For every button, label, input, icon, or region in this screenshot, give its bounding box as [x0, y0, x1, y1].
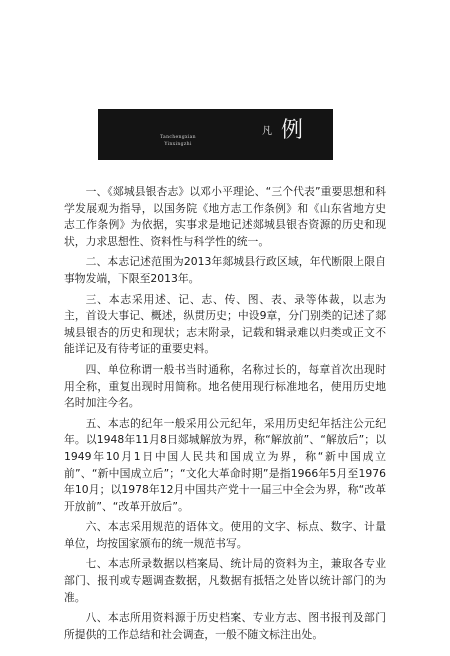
paragraph-5: 五、本志的纪年一般采用公元纪年，采用历史纪年括注公元纪年。以1948年11月8日郯城解放为界，称“解放前”、“解放后”；以1949年10月1日中国人民共和国成立为界，称“新中国成立前”、“新中国成立后”；“文化大革命时期”是指1966年5月至1976年10月；以1978年12月中国共产党十一届三中全会为界，称“改革开放前”、“改革开放后”。 [64, 416, 386, 513]
paragraph-8: 八、本志所用资料源于历史档案、专业方志、图书报刊及部门所提供的工作总结和社会调查，一般不随文标注出处。 [64, 611, 386, 641]
title-character-fan: 凡 [262, 126, 272, 137]
paragraph-6: 六、本志采用规范的语体文。使用的文字、标点、数字、计量单位，均按国家颁布的统一规范书写。 [64, 520, 386, 550]
paragraph-2: 二、本志记述范围为2013年郯城县行政区域，年代断限上限自事物发端，下限至2013年。 [64, 255, 386, 285]
paragraph-7: 七、本志所录数据以档案局、统计局的资料为主，兼取各专业部门、报刊或专题调查数据，凡数据有抵牾之处皆以统计部门的为准。 [64, 557, 386, 604]
paragraph-3: 三、本志采用述、记、志、传、图、表、录等体裁，以志为主，首设大事记、概述，纵贯历史；中设9章，分门别类的记述了郯城县银杏的历史和现状；志末附录，记载和辑录难以归类或正文不能详记及有待考证的重要史料。 [64, 292, 386, 356]
title-pinyin-line2: Yinxingzhi [164, 141, 192, 147]
title-banner [98, 109, 333, 160]
body-text [64, 184, 386, 647]
title-pinyin-line1: Tanchengxian [160, 135, 196, 140]
title-pinyin [138, 135, 218, 148]
paragraph-1: 一、《郯城县银杏志》以邓小平理论、“三个代表”重要思想和科学发展观为指导，以国务院《地方志工作条例》和《山东省地方史志工作条例》为依据，实事求是地记述郯城县银杏资源的历史和现状，力求思想性、资料性与科学性的统一。 [64, 185, 386, 248]
paragraph-4: 四、单位称谓一般书当时通称，名称过长的，每章首次出现时用全称，重复出现时用简称。地名使用现行标准地名，使用历史地名时加注今名。 [64, 362, 386, 410]
title-character-li: 例 [281, 118, 304, 143]
